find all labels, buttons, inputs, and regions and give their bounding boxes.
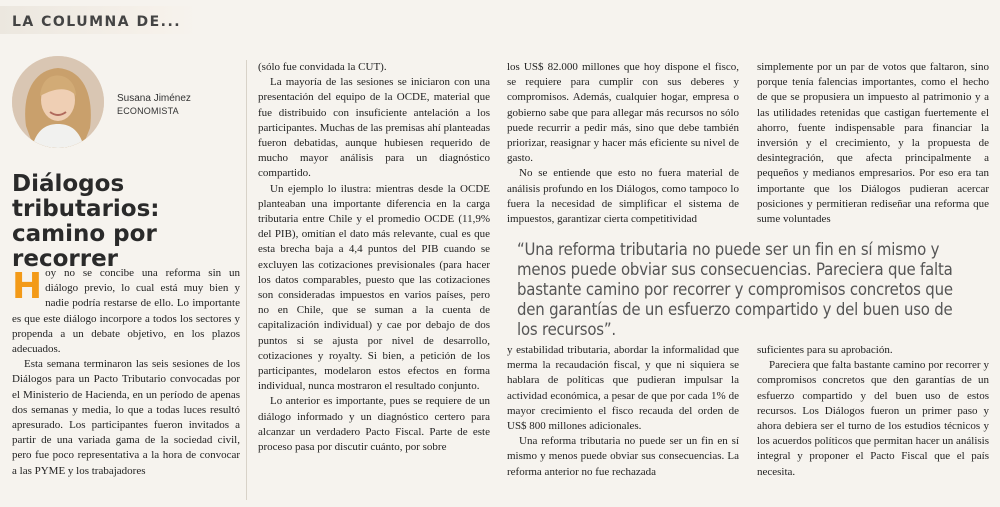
pull-quote: “Una reforma tributaria no puede ser un fin en sí mismo y menos puede obviar sus consecuencias. Pareciera que falta bastante camino por recorrer y compromisos concretos que den garantías de un esfuerzo compartido y del buen uso de los recursos”. <box>517 240 953 339</box>
author-name: Susana Jiménez <box>117 93 191 104</box>
paragraph-text: oy no se concibe una reforma sin un diálogo previo, lo cual está muy bien y nadie podría restarse de ello. Lo importante es que este diálogo incorpore a todos los sectores y propenda a un debate objetivo, en los plazos adecuados. <box>12 267 240 356</box>
column-divider <box>246 60 247 500</box>
paragraph: Pareciera que falta bastante camino por recorrer y compromisos concretos que den garantías de un esfuerzo compartido y del buen uso de estos recursos. Los Diálogos fueron un primer paso y ahora debiera ser el turno de los estudios técnicos y los acuerdos políticos que permitan hacer un análisis integral y proponer el Pacto Fiscal que el país necesita. <box>757 359 989 478</box>
paragraph: (sólo fue convidada la CUT). <box>258 61 387 73</box>
paragraph: Un ejemplo lo ilustra: mientras desde la OCDE planteaban una importante diferencia en la carga tributaria entre Chile y el promedio OCDE (11,9% del PIB), omitían el dato más relevante, cual es que esta brecha baja a 4,4 puntos del PIB cuando se excluyen las cotizaciones previsionales (para hacer los datos comparables, puesto que las cotizaciones son consideradas impuestos en varios países, pero no en Chile, que se suman a la cuenta de capitalización individual) y cae por debajo de dos puntos si se ajusta por nivel de desarrollo, cotizaciones y royalty. Si bien, a petición de los participantes, modelaron estos efectos en forma individual, nunca mostraron el resultado conjunto. <box>258 182 490 393</box>
section-banner <box>0 6 198 34</box>
paragraph <box>12 266 240 357</box>
paragraph: los US$ 82.000 millones que hoy dispone el fisco, se requiere para cumplir con sus deberes y compromisos. Además, cualquier hogar, empresa o gobierno sabe que para allegar más recursos no sólo puede recurrir a pedir más, sino que debe también priorizar, reasignar y hacer más eficiente su nivel de gasto. <box>507 61 739 165</box>
paragraph: simplemente por un par de votos que faltaron, sino porque tenía falencias importantes, como el hecho de que se propusiera un impuesto al patrimonio y a las utilidades retenidas que castigan fuertemente el ahorro, fuente indispensable para financiar la inversión y el crecimiento, y la propuesta de desintegración, que afecta principalmente a pequeños y medianos empresarios. Por eso era tan importante que los Diálogos pudieran acercar posiciones y permitieran rediseñar una reforma que sume voluntades <box>757 61 989 226</box>
paragraph: La mayoría de las sesiones se iniciaron con una presentación del equipo de la OCDE, material que fue distribuido con insuficiente antelación a los participantes. Muchas de las premisas ahí planteadas fueron debatidas, aunque hubiesen requerido de mucho mayor análisis para un diagnóstico compartido. <box>258 76 490 180</box>
author-avatar <box>12 56 104 148</box>
article-column-1 <box>12 266 240 479</box>
section-banner-title: LA COLUMNA DE... <box>12 14 182 30</box>
article-column-3-top <box>507 60 739 227</box>
article-column-3-bottom <box>507 343 739 480</box>
article-column-2 <box>258 60 490 455</box>
paragraph: No se entiende que esto no fuera material de análisis profundo en los Diálogos, como tampoco lo fuera la necesidad de simplificar el sistema de impuestos, garantizar cierta competitividad <box>507 167 739 226</box>
paragraph: Esta semana terminaron las seis sesiones de los Diálogos para un Pacto Tributario convocadas por el Ministerio de Hacienda, en un período de apenas dos semanas y media, lo que a todas luces resultó apresurado. Los participantes fueron invitados a partir de una variada gama de la sociedad civil, pero fue poco representativa a la hora de convocar a las PYME y los trabajadores <box>12 358 240 477</box>
article-headline: Diálogos tributarios: camino por recorrer <box>12 171 160 272</box>
author-role: ECONOMISTA <box>117 106 179 116</box>
article-column-4-top <box>757 60 989 227</box>
paragraph: Lo anterior es importante, pues se requiere de un diálogo informado y un diagnóstico certero para alcanzar un verdadero Pacto Fiscal. Parte de este proceso pasa por discutir cuánto, por sobre <box>258 395 490 454</box>
paragraph: suficientes para su aprobación. <box>757 344 893 356</box>
drop-cap: H <box>12 266 43 307</box>
author-portrait-icon <box>12 56 104 148</box>
paragraph: Una reforma tributaria no puede ser un fin en sí mismo y menos puede obviar sus consecuencias. La reforma anterior no fue rechazada <box>507 435 739 478</box>
article-column-4-bottom <box>757 343 989 480</box>
paragraph: y estabilidad tributaria, abordar la informalidad que merma la recaudación fiscal, y que ni siquiera se hablara de políticas que pudieran impulsar la actividad económica, a pesar de que por cada 1% de mayor crecimiento el fisco recauda del orden de US$ 800 millones adicionales. <box>507 344 739 433</box>
